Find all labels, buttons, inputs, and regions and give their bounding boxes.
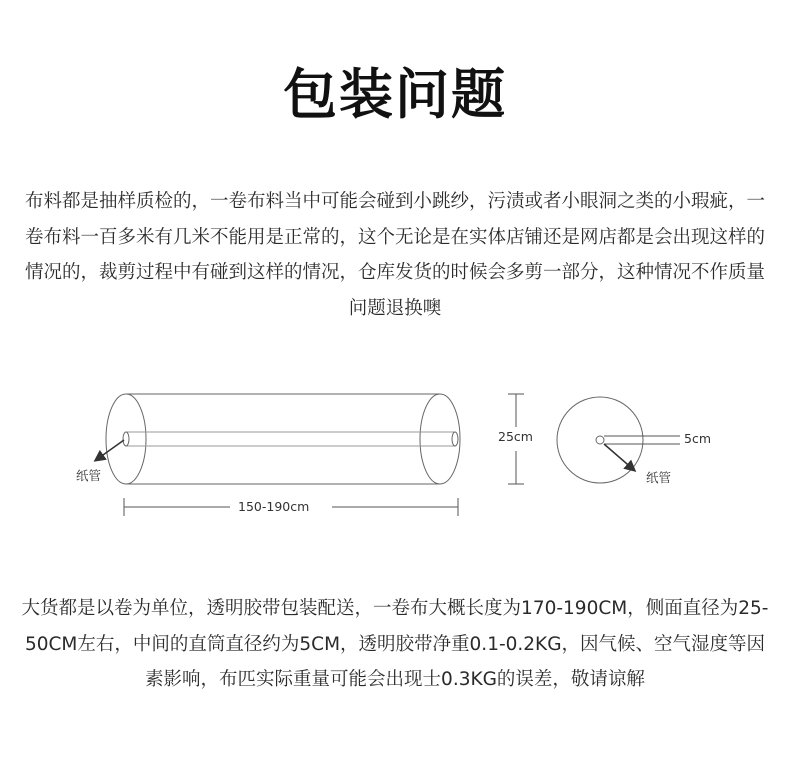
inner-diameter-label: 5cm bbox=[684, 431, 712, 446]
cylinder-left-end bbox=[106, 394, 146, 484]
core-inner-circle bbox=[596, 436, 604, 444]
side-view-cylinder bbox=[106, 394, 460, 484]
front-tube-pointer-arrow bbox=[604, 444, 634, 470]
front-tube-label: 纸管 bbox=[646, 470, 672, 485]
roll-diagram-svg bbox=[0, 380, 790, 530]
roll-outer-circle bbox=[557, 397, 643, 483]
bulk-shipping-paragraph: 大货都是以卷为单位，透明胶带包装配送，一卷布大概长度为170-190CM，侧面直径为25-50CM左右，中间的直筒直径约为5CM，透明胶带净重0.1-0.2KG，因气候、空气湿度等因素影响，布匹实际重量可能会出现士0.3KG的误差，敬请谅解 bbox=[21, 598, 769, 690]
cylinder-right-end bbox=[420, 394, 460, 484]
core-tube-lines bbox=[126, 432, 455, 446]
quality-notice-paragraph: 布料都是抽样质检的，一卷布料当中可能会碰到小跳纱，污渍或者小眼洞之类的小瑕疵，一卷布料一百多米有几米不能用是正常的，这个无论是在实体店铺还是网店都是会出现这样的情况的，裁剪过程中有碰到这样的情况，仓库发货的时候会多剪一部分，这种情况不作质量问题退换噢 bbox=[24, 191, 765, 319]
cylinder-body-lines bbox=[126, 394, 440, 484]
length-dimension-label: 150-190cm bbox=[238, 499, 310, 514]
core-tube-right-opening bbox=[452, 432, 458, 446]
roll-dimension-diagram bbox=[0, 380, 790, 530]
height-dimension-label: 25cm bbox=[498, 429, 533, 444]
side-tube-label: 纸管 bbox=[76, 468, 102, 483]
page-title: 包装问题 bbox=[283, 63, 507, 126]
